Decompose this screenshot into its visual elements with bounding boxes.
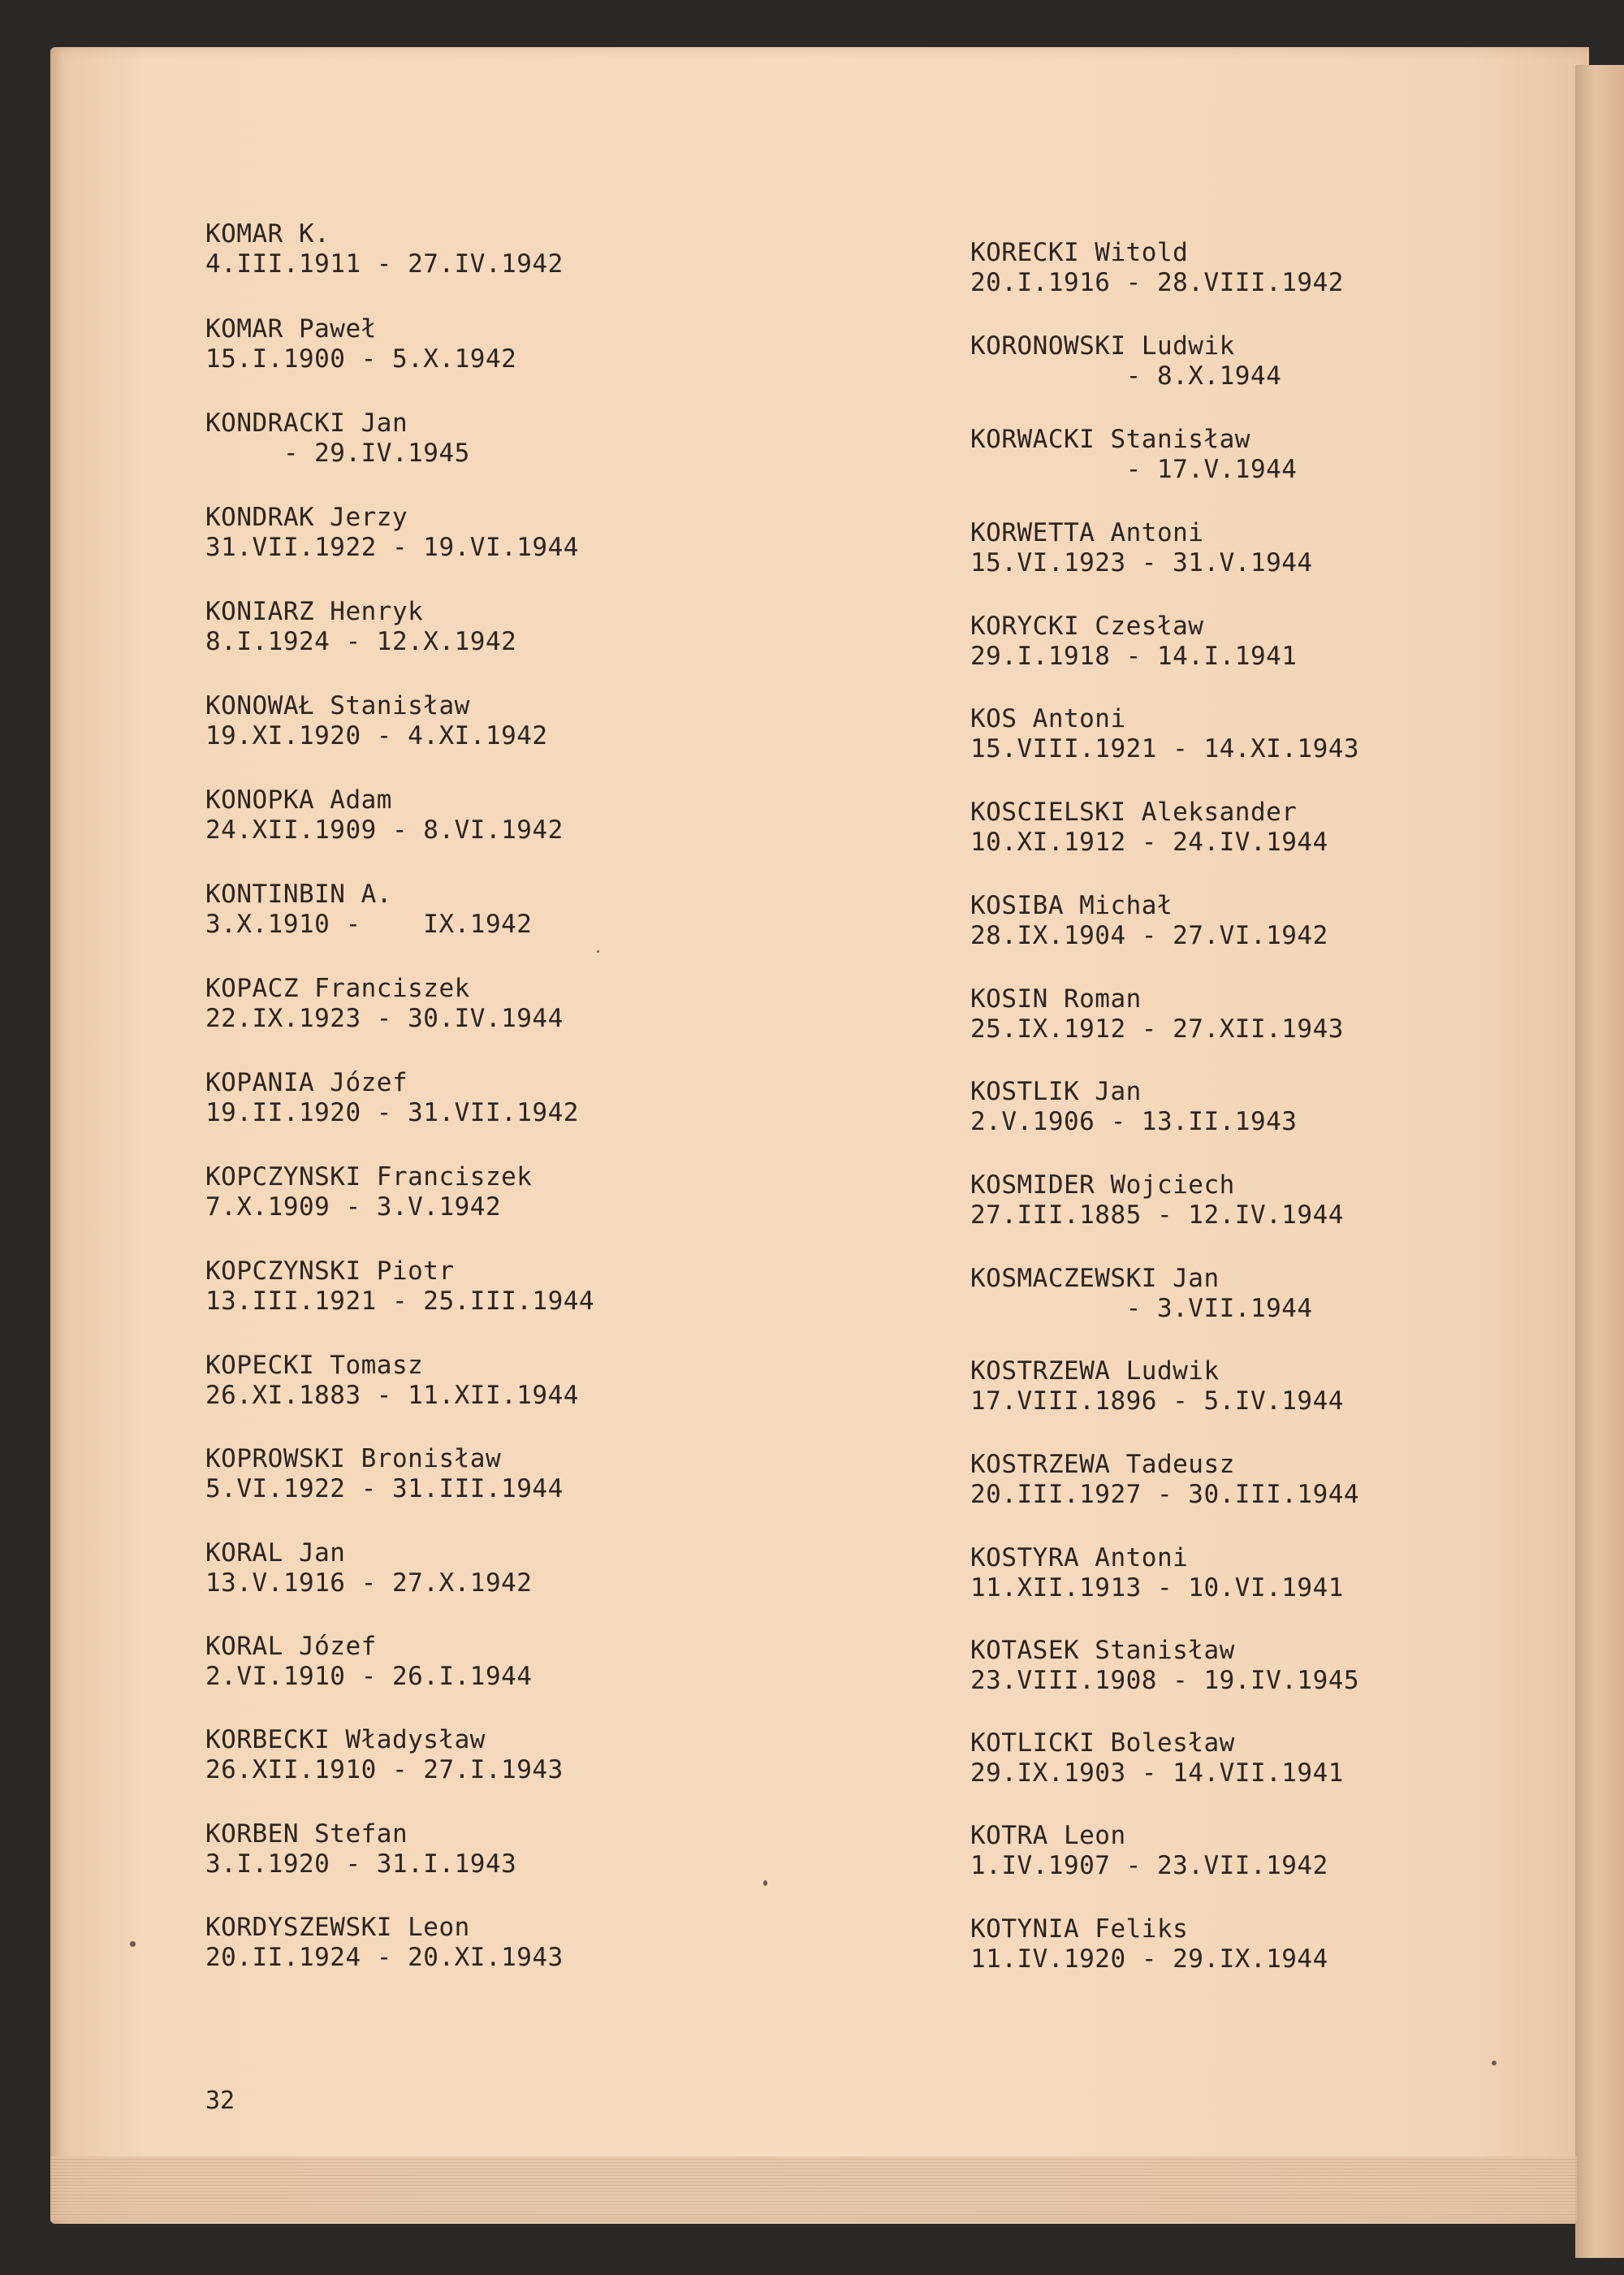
entry-dates: 29.IX.1903 - 14.VII.1941 [970,1758,1344,1788]
entry-dates: 19.II.1920 - 31.VII.1942 [205,1098,579,1127]
entry-dates: 8.I.1924 - 12.X.1942 [205,627,517,656]
entry-dates: 29.I.1918 - 14.I.1941 [970,642,1298,671]
entry-dates: 26.XII.1910 - 27.I.1943 [205,1755,564,1784]
list-item [205,691,548,751]
next-page-edge [1575,65,1624,2258]
list-item [205,880,532,940]
paper-speck [130,1941,136,1947]
entry-name: KOTASEK Stanisław [970,1636,1235,1665]
entry-dates: 22.IX.1923 - 30.IV.1944 [205,1004,564,1033]
list-item [205,974,564,1034]
entry-name: KOPCZYNSKI Franciszek [205,1162,533,1192]
entry-dates: 10.XI.1912 - 24.IV.1944 [970,828,1328,857]
entry-name: KORYCKI Czesław [970,612,1204,641]
entry-name: KOPACZ Franciszek [205,974,470,1003]
entry-name: KOSIBA Michał [970,891,1173,920]
entry-name: KOS Antoni [970,704,1126,733]
list-item [970,704,1359,764]
entry-dates: 1.IV.1907 - 23.VII.1942 [970,1851,1328,1880]
list-item [970,1264,1313,1324]
entry-name: KOSTRZEWA Ludwik [970,1356,1220,1386]
entry-name: KORONOWSKI Ludwik [970,331,1235,361]
entry-name: KORWACKI Stanisław [970,425,1250,454]
entry-dates: 11.IV.1920 - 29.IX.1944 [970,1944,1328,1974]
list-item [970,1728,1344,1788]
entry-name: KONTINBIN A. [205,880,392,909]
list-item [205,1256,594,1317]
entry-name: KOSMACZEWSKI Jan [970,1264,1220,1293]
entry-dates: - 8.X.1944 [970,361,1282,391]
entry-dates: 2.V.1906 - 13.II.1943 [970,1107,1298,1136]
entry-dates: 27.III.1885 - 12.IV.1944 [970,1200,1344,1230]
entry-dates: 11.XII.1913 - 10.VI.1941 [970,1573,1344,1602]
entry-dates: 7.X.1909 - 3.V.1942 [205,1192,502,1222]
list-item [970,891,1328,951]
entry-dates: 4.III.1911 - 27.IV.1942 [205,249,564,279]
entry-name: KORAL Józef [205,1632,377,1661]
entry-name: KONOWAŁ Stanisław [205,691,470,720]
entry-name: KONIARZ Henryk [205,597,424,626]
entry-name: KORAL Jan [205,1538,346,1568]
list-item [205,785,564,846]
entry-dates: 3.X.1910 - IX.1942 [205,910,533,939]
entry-name: KOMAR Paweł [205,314,377,344]
list-item [205,1444,564,1504]
list-item [205,503,579,563]
list-item [205,1913,564,1973]
entry-dates: 19.XI.1920 - 4.XI.1942 [205,721,548,750]
list-item [970,1077,1297,1137]
entry-name: KONDRAK Jerzy [205,503,408,532]
entry-dates: - 17.V.1944 [970,455,1298,484]
entry-dates: 26.XI.1883 - 11.XII.1944 [205,1381,579,1410]
list-item [205,1819,516,1879]
list-item [970,984,1344,1045]
list-item [970,518,1313,578]
list-item [970,1914,1328,1974]
list-item [970,425,1297,485]
list-item [205,1632,532,1692]
entry-dates: 20.I.1916 - 28.VIII.1942 [970,268,1344,297]
entry-name: KORBECKI Władysław [205,1725,486,1754]
list-item [970,1450,1359,1510]
entry-dates: 17.VIII.1896 - 5.IV.1944 [970,1386,1344,1416]
entry-dates: 28.IX.1904 - 27.VI.1942 [970,921,1328,950]
entry-name: KOTLICKI Bolesław [970,1728,1235,1758]
entry-dates: 3.I.1920 - 31.I.1943 [205,1849,517,1879]
entry-name: KORWETTA Antoni [970,518,1204,547]
entry-name: KOSMIDER Wojciech [970,1170,1235,1200]
list-item [970,1356,1344,1416]
entry-dates: 31.VII.1922 - 19.VI.1944 [205,533,579,562]
entry-name: KOTRA Leon [970,1821,1126,1850]
entry-dates: 2.VI.1910 - 26.I.1944 [205,1662,533,1691]
entry-dates: 13.III.1921 - 25.III.1944 [205,1287,595,1316]
entry-dates: 20.II.1924 - 20.XI.1943 [205,1943,564,1972]
entry-name: KONDRACKI Jan [205,409,408,438]
paper-speck [597,950,599,953]
entry-dates: 5.VI.1922 - 31.III.1944 [205,1474,564,1503]
list-item [970,612,1297,672]
entry-dates: 13.V.1916 - 27.X.1942 [205,1568,533,1598]
list-item [205,1725,564,1785]
page-number: 32 [205,2087,235,2115]
list-item [205,1068,579,1128]
entry-name: KONOPKA Adam [205,785,392,815]
entry-name: KOPANIA Józef [205,1068,408,1097]
entry-name: KOMAR K. [205,219,330,249]
entry-dates: 15.VIII.1921 - 14.XI.1943 [970,734,1360,763]
list-item [205,597,516,657]
list-item [205,409,470,469]
entry-name: KORBEN Stefan [205,1819,408,1849]
entry-dates: 15.VI.1923 - 31.V.1944 [970,548,1313,577]
list-item [205,219,564,279]
list-item [205,1538,532,1598]
entry-name: KORECKI Witold [970,238,1189,267]
entry-name: KORDYSZEWSKI Leon [205,1913,470,1942]
entry-dates: 23.VIII.1908 - 19.IV.1945 [970,1666,1360,1695]
page-stack-edge [50,2156,1577,2221]
list-item [970,1636,1359,1696]
entry-dates: - 3.VII.1944 [970,1294,1313,1323]
paper-speck [763,1880,767,1886]
list-item [970,331,1281,391]
paper-speck [1492,2061,1497,2065]
entry-dates: 25.IX.1912 - 27.XII.1943 [970,1014,1344,1044]
entry-name: KOTYNIA Feliks [970,1914,1189,1944]
entry-name: KOSTLIK Jan [970,1077,1142,1106]
list-item [970,238,1344,298]
entry-name: KOSCIELSKI Aleksander [970,798,1298,827]
list-item [970,1170,1344,1230]
list-item [970,1543,1344,1603]
list-item [205,1162,532,1222]
list-item [970,798,1328,858]
entry-dates: 24.XII.1909 - 8.VI.1942 [205,815,564,845]
entry-dates: 20.III.1927 - 30.III.1944 [970,1480,1360,1509]
entry-dates: - 29.IV.1945 [205,439,470,468]
list-item [970,1821,1328,1881]
entry-name: KOSTRZEWA Tadeusz [970,1450,1235,1479]
entry-name: KOSTYRA Antoni [970,1543,1189,1572]
entry-name: KOPECKI Tomasz [205,1351,424,1380]
entry-name: KOPCZYNSKI Piotr [205,1256,455,1286]
list-item [205,1351,579,1411]
entry-dates: 15.I.1900 - 5.X.1942 [205,344,517,374]
entry-name: KOSIN Roman [970,984,1142,1014]
list-item [205,314,516,374]
entry-name: KOPROWSKI Bronisław [205,1444,502,1473]
